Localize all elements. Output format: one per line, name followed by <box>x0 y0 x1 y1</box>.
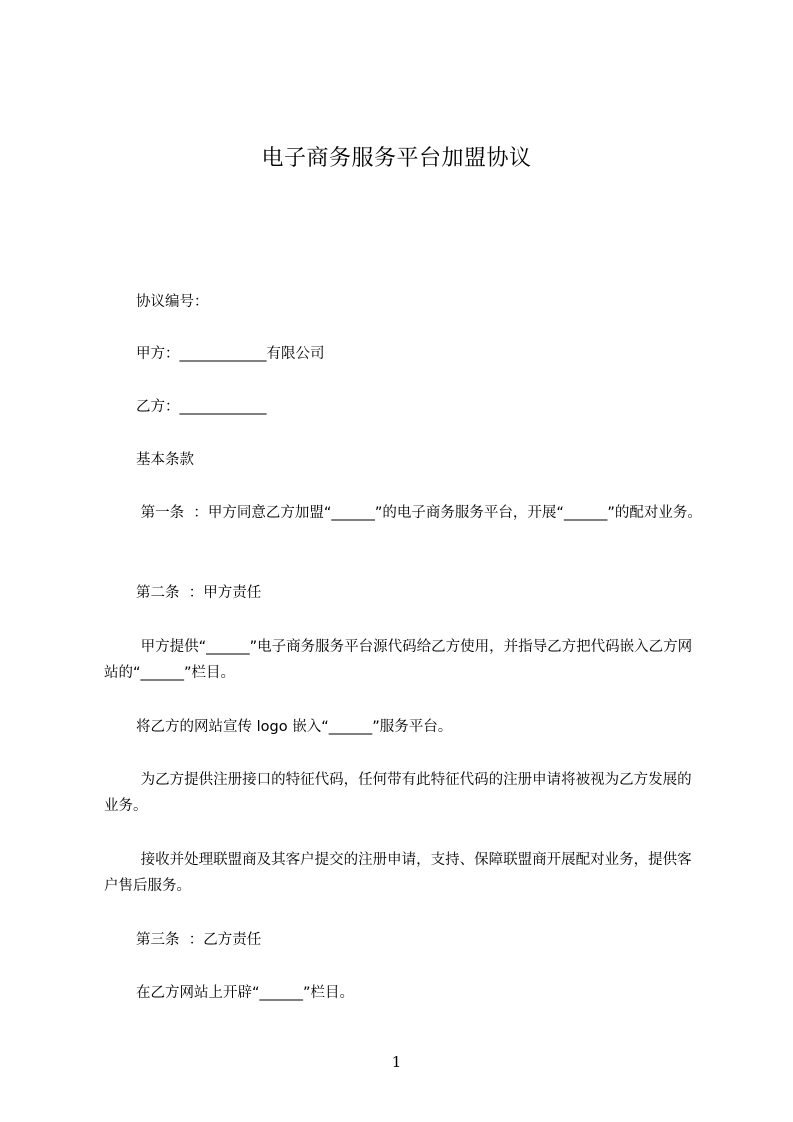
article-2-heading: 第二条 ：甲方责任 <box>136 585 262 601</box>
article-2-item-1: 甲方提供“______”电子商务服务平台源代码给乙方使用，并指导乙方把代码嵌入乙方网站的“______”栏目。 <box>104 639 693 681</box>
section-heading-basic-terms: 基本条款 <box>136 452 194 468</box>
agreement-number: 协议编号： <box>136 294 209 310</box>
article-2-item-2: 将乙方的网站宣传 logo 嵌入“______”服务平台。 <box>136 719 453 735</box>
article-3-item-1: 在乙方网站上开辟“______”栏目。 <box>136 985 355 1001</box>
document-title: 电子商务服务平台加盟协议 <box>261 146 532 171</box>
page-number: 1 <box>391 1053 402 1071</box>
article-3-heading: 第三条 ：乙方责任 <box>136 932 262 948</box>
article-2-item-4: 接收并处理联盟商及其客户提交的注册申请，支持、保障联盟商开展配对业务，提供客户售后服务。 <box>104 852 692 894</box>
party-a: 甲方：____________有限公司 <box>136 346 325 362</box>
party-b: 乙方：____________ <box>136 399 267 415</box>
article-2-item-3: 为乙方提供注册接口的特征代码，任何带有此特征代码的注册申请将被视为乙方发展的业务。 <box>104 772 692 814</box>
article-1: 第一条 ：甲方同意乙方加盟“______”的电子商务服务平台，开展“______”的配对业务。 <box>136 505 702 521</box>
